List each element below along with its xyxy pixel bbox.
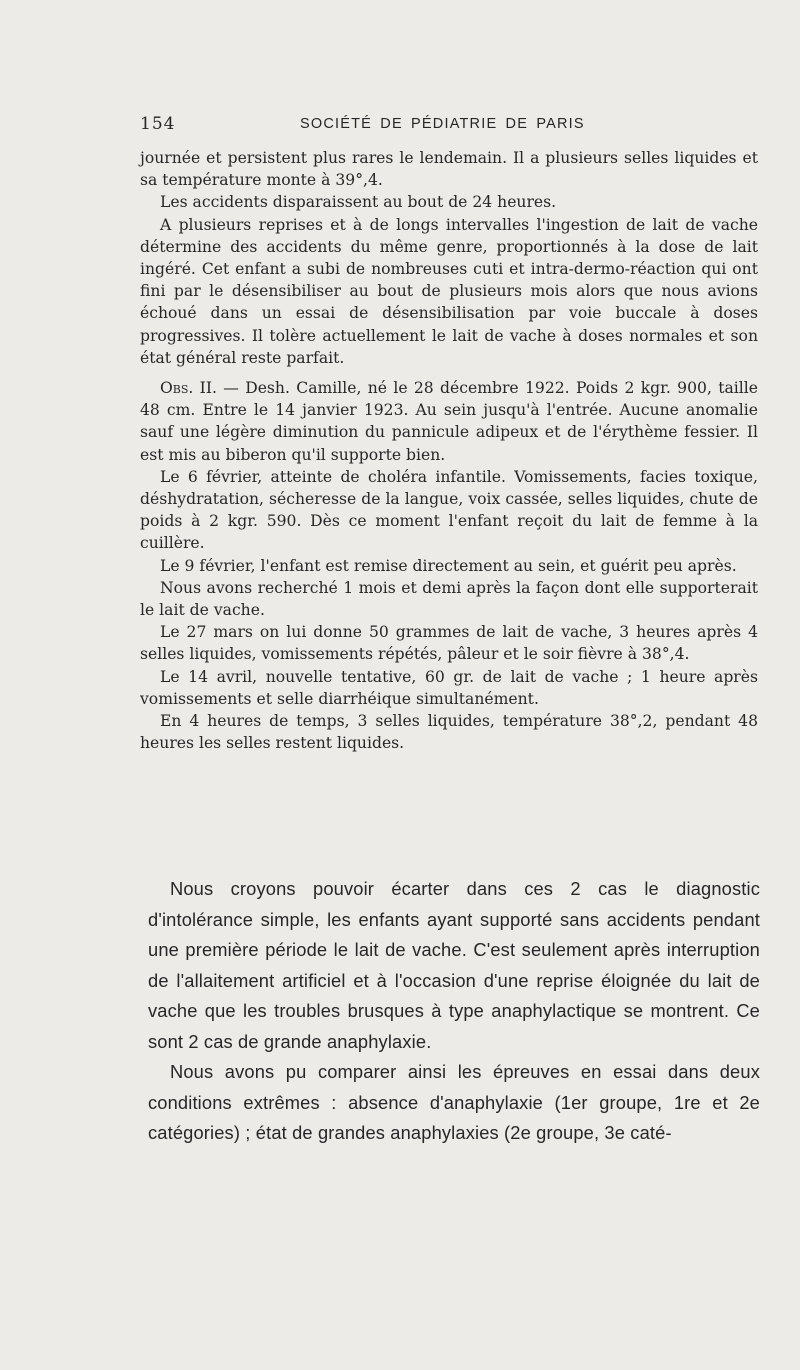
paragraph: journée et persistent plus rares le lendemain. Il a plusieurs selles liquides et sa température monte à 39°,4. bbox=[140, 149, 758, 190]
paragraph: A plusieurs reprises et à de longs intervalles l'ingestion de lait de vache détermine des accidents du même genre, proportionnés à la dose de lait ingéré. Cet enfant a subi de nombreuses cuti et intra-dermo-réaction qui ont fini par le désensibiliser au bout de plusieurs mois alors que nous avions échoué dans un essai de désensibilisation par voie buccale à doses progressives. Il tolère actuellement le lait de vache à doses normales et son état général reste parfait. bbox=[140, 215, 758, 367]
paragraph: Le 27 mars on lui donne 50 grammes de lait de vache, 3 heures après 4 selles liquides, vomissements répétés, pâleur et le soir fièvre à 38°,4. bbox=[140, 623, 758, 664]
paragraph: Nous avons recherché 1 mois et demi après la façon dont elle supporterait le lait de vache. bbox=[140, 578, 758, 620]
paragraph: Nous croyons pouvoir écarter dans ces 2 cas le diagnostic d'intolérance simple, les enfants ayant supporté sans accidents pendant une première période le lait de vache. C'est seulement après interruption de l'allaitement artificiel et à l'occasion d'une reprise éloignée du lait de vache que les troubles brusques à type anaphylactique se montrent. Ce sont 2 cas de grande anaphylaxie. bbox=[148, 878, 760, 1052]
paragraph: En 4 heures de temps, 3 selles liquides, température 38°,2, pendant 48 heures les selles restent liquides. bbox=[140, 712, 758, 753]
paragraph: Les accidents disparaissent au bout de 24 heures. bbox=[160, 193, 557, 212]
page-header bbox=[140, 114, 758, 138]
observation-text: Desh. Camille, né le 28 décembre 1922. Poids 2 kgr. 900, taille 48 cm. Entre le 14 janvier 1923. Au sein jusqu'à l'entrée. Aucune anomalie sauf une légère diminution du pannicule adipeux et de l'érythème fessier. Il est mis au biberon qu'il supporte bien. bbox=[140, 379, 758, 464]
page-number: 154 bbox=[140, 114, 176, 134]
paragraph: Nous avons pu comparer ainsi les épreuves en essai dans deux conditions extrêmes : absence d'anaphylaxie (1er groupe, 1re et 2e catégories) ; état de grandes anaphylaxies (2e groupe, 3e caté- bbox=[148, 1061, 760, 1143]
observation-label: Obs. II. — bbox=[160, 379, 239, 398]
paragraph: Le 9 février, l'enfant est remise directement au sein, et guérit peu après. bbox=[160, 556, 737, 575]
running-title: SOCIÉTÉ DE PÉDIATRIE DE PARIS bbox=[300, 116, 585, 132]
observation-paragraph bbox=[140, 377, 758, 466]
discussion-text bbox=[148, 874, 760, 1149]
paragraph: Le 6 février, atteinte de choléra infantile. Vomissements, facies toxique, déshydratation, sécheresse de la langue, voix cassée, selles liquides, chute de poids à 2 kgr. 590. Dès ce moment l'enfant reçoit du lait de femme à la cuillère. bbox=[140, 467, 758, 553]
case-report-text bbox=[140, 147, 758, 754]
paragraph: Le 14 avril, nouvelle tentative, 60 gr. de lait de vache ; 1 heure après vomissements et selle diarrhéique simultanément. bbox=[140, 667, 758, 708]
